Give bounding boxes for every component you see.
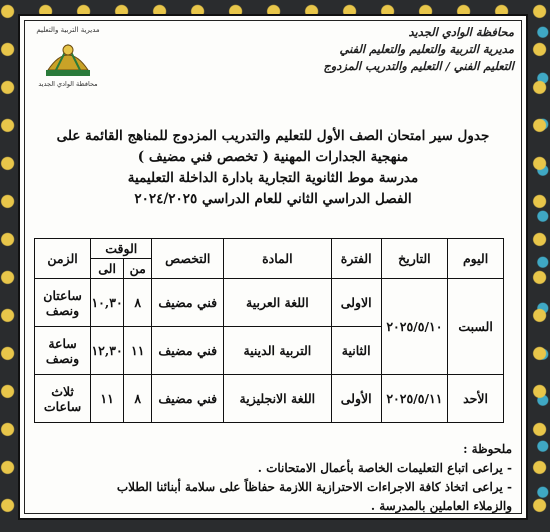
logo-top-text: مديرية التربية والتعليم: [36, 26, 100, 34]
title-line-2: منهجية الجدارات المهنية ( تخصص فني مضيف ): [137, 149, 409, 165]
header-date: التاريخ: [381, 239, 447, 279]
cell-from: ٨: [124, 279, 152, 327]
cell-duration: ساعتان ونصف: [35, 279, 91, 327]
title-line-4: الفصل الدراسي الثاني للعام الدراسي ٢٠٢٤/٢٠٢٥: [134, 191, 412, 207]
title-line-3: مدرسة موط الثانوية التجارية بادارة الداخلة التعليمية: [127, 170, 419, 186]
header-block: [323, 24, 514, 75]
cell-period: الأولى: [331, 375, 381, 423]
cell-to: ١٢,٣٠: [91, 327, 124, 375]
cell-duration: ثلاث ساعات: [35, 375, 91, 423]
header-period: الفترة: [331, 239, 381, 279]
cell-day: الأحد: [448, 375, 504, 423]
header-subject: المادة: [224, 239, 332, 279]
cell-specialty: فني مضيف: [152, 375, 224, 423]
header-time: الوقت: [91, 239, 152, 259]
department-name: التعليم الفني / التعليم والتدريب المزدوج: [323, 59, 514, 73]
title-block: [30, 126, 516, 210]
exam-schedule-table: [34, 238, 504, 423]
header-from: من: [124, 259, 152, 279]
directorate-logo: [28, 20, 108, 90]
cell-duration: ساعة ونصف: [35, 327, 91, 375]
logo-bottom-text: محافظة الوادي الجديد: [38, 80, 98, 88]
cell-day: السبت: [448, 279, 504, 375]
directorate-name: مديرية التربية والتعليم والتعليم الفني: [339, 42, 514, 56]
cell-period: الاولى: [331, 279, 381, 327]
cell-date: ٢٠٢٥/٥/١٠: [381, 279, 447, 375]
header-day: اليوم: [448, 239, 504, 279]
note-item-2: - يراعى اتخاذ كافة الاجراءات الاحترازية اللازمة حفاظاً على سلامة أبنائنا الطلاب: [116, 480, 512, 494]
header-specialty: التخصص: [152, 239, 224, 279]
cell-from: ١١: [124, 327, 152, 375]
governorate-name: محافظة الوادي الجديد: [408, 25, 514, 39]
title-line-1: جدول سير امتحان الصف الأول للتعليم والتدريب المزدوج للمناهج القائمة على: [56, 128, 490, 144]
cell-to: ١١: [91, 375, 124, 423]
cell-date: ٢٠٢٥/٥/١١: [381, 375, 447, 423]
header-to: الى: [91, 259, 124, 279]
table-row: [35, 375, 504, 423]
note-item-3: والزملاء العاملين بالمدرسة .: [370, 499, 512, 513]
cell-from: ٨: [124, 375, 152, 423]
cell-period: الثانية: [331, 327, 381, 375]
notes-label: ملحوظة :: [463, 442, 512, 456]
note-item-1: - يراعى اتباع التعليمات الخاصة بأعمال الامتحانات .: [257, 461, 512, 475]
cell-specialty: فني مضيف: [152, 327, 224, 375]
document-page: [18, 14, 528, 520]
cell-subject: اللغة الانجليزية: [224, 375, 332, 423]
cell-subject: التربية الدينية: [224, 327, 332, 375]
cell-specialty: فني مضيف: [152, 279, 224, 327]
notes-block: [117, 440, 512, 516]
cell-subject: اللغة العربية: [224, 279, 332, 327]
header-duration: الزمن: [35, 239, 91, 279]
cell-to: ١٠,٣٠: [91, 279, 124, 327]
table-row: [35, 279, 504, 327]
